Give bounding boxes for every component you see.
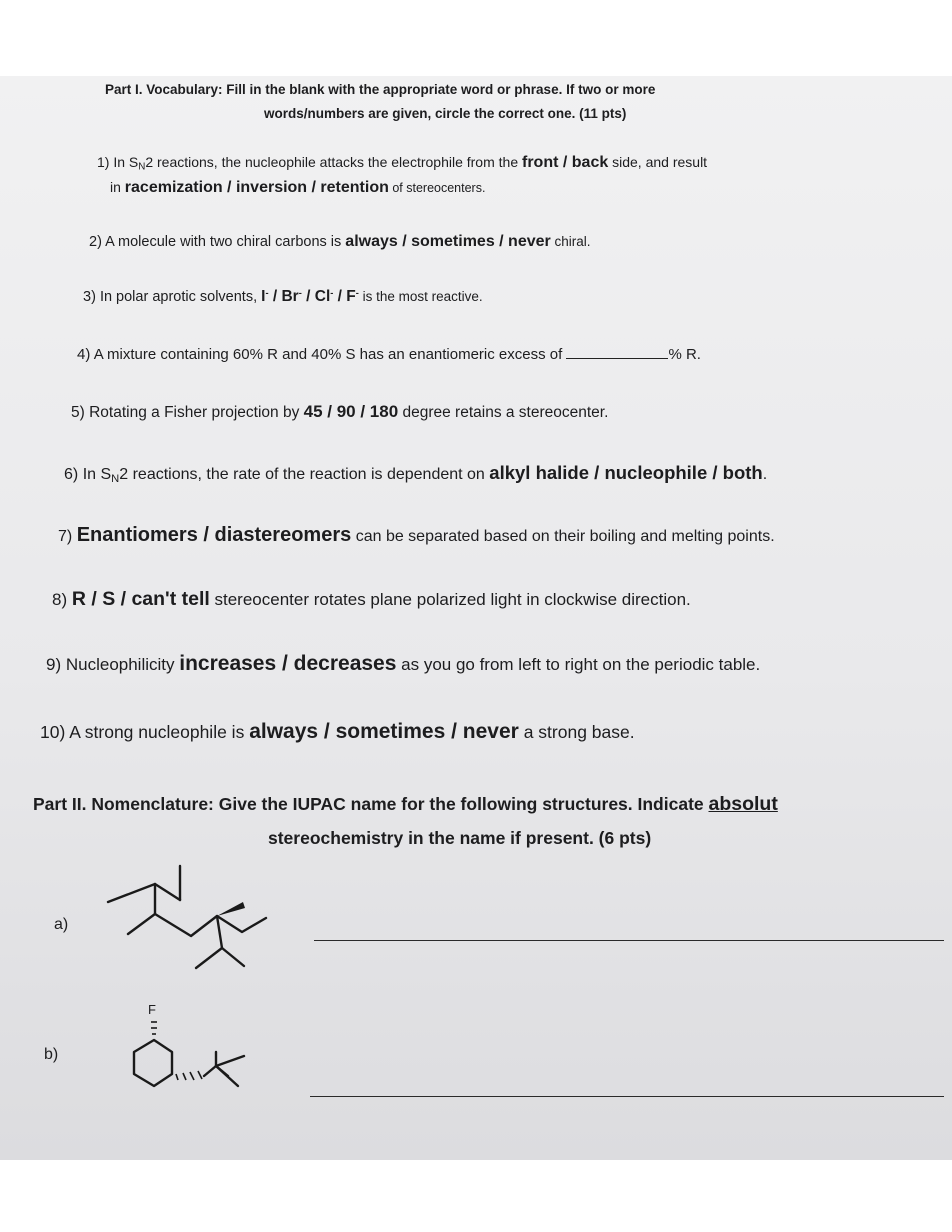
question-8: 8) R / S / can't tell stereocenter rotates plane polarized light in clockwise direction. (52, 588, 691, 610)
question-10-options[interactable]: always / sometimes / never (249, 720, 519, 743)
question-2-options[interactable]: always / sometimes / never (345, 233, 551, 250)
question-9: 9) Nucleophilicity increases / decreases as you go from left to right on the periodic table. (46, 652, 761, 675)
question-5-options[interactable]: 45 / 90 / 180 (303, 402, 399, 421)
question-6-options[interactable]: alkyl halide / nucleophile / both (489, 462, 763, 483)
worksheet-page (0, 76, 952, 1160)
question-9-options[interactable]: increases / decreases (179, 652, 397, 675)
part2-header-line1: Part II. Nomenclature: Give the IUPAC name for the following structures. Indicate absolut (33, 793, 778, 815)
question-1-line2: in racemization / inversion / retention of stereocenters. (110, 179, 486, 196)
question-1-line1: 1) In $S_N2$ reactions, the nucleophile attacks the electrophile from the front / back side, and result (97, 154, 708, 173)
question-3-options[interactable]: I- / Br- / Cl- / F- (261, 287, 359, 305)
question-4-answer-blank[interactable] (566, 344, 668, 359)
question-7: 7) Enantiomers / diastereomers can be separated based on their boiling and melting points. (58, 524, 775, 546)
question-5: 5) Rotating a Fisher projection by 45 / 90 / 180 degree retains a stereocenter. (71, 402, 609, 421)
question-1-options-stereo[interactable]: racemization / inversion / retention (124, 179, 389, 196)
question-2: 2) A molecule with two chiral carbons is always / sometimes / never chiral. (89, 233, 591, 250)
structure-a-label: a) (54, 916, 69, 933)
structure-a-skeletal-formula (104, 864, 274, 994)
structure-b-skeletal-formula (120, 1016, 250, 1106)
structure-a-answer-line[interactable] (314, 940, 944, 941)
question-7-options[interactable]: Enantiomers / diastereomers (76, 524, 352, 546)
structure-b-answer-line[interactable] (310, 1096, 944, 1097)
question-4: 4) A mixture containing 60% R and 40% S has an enantiomeric excess of % R. (77, 346, 701, 363)
part1-header-line1: Part I. Vocabulary: Fill in the blank with the appropriate word or phrase. If two or more (105, 82, 656, 97)
part2-header-line2: stereochemistry in the name if present. (6 pts) (268, 828, 652, 848)
question-10: 10) A strong nucleophile is always / sometimes / never a strong base. (40, 720, 635, 743)
question-3: 3) In polar aprotic solvents, I- / Br- / Cl- / F- is the most reactive. (83, 287, 483, 305)
question-6: 6) In $S_N2$ reactions, the rate of the reaction is dependent on alkyl halide / nucleophile / both. (64, 462, 768, 485)
structure-b-label: b) (44, 1046, 59, 1063)
structure-b-fluorine-atom: F (148, 1002, 156, 1017)
part1-header-line2: words/numbers are given, circle the correct one. (11 pts) (264, 106, 627, 121)
question-1-options-side[interactable]: front / back (522, 154, 609, 171)
question-8-options[interactable]: R / S / can't tell (71, 588, 210, 610)
